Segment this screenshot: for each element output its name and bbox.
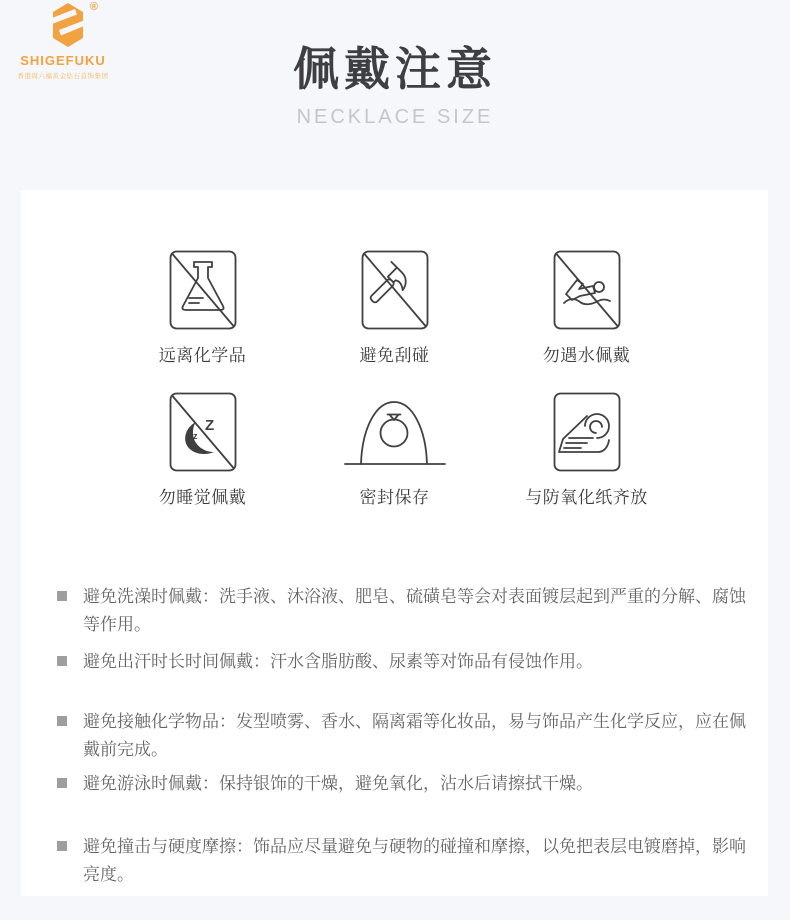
svg-text:z: z (192, 431, 197, 441)
brand-hexagon-icon (52, 1, 98, 47)
anti-oxidation-paper-icon (553, 390, 621, 472)
note-item (57, 770, 751, 798)
care-label: 远离化学品 (158, 346, 247, 365)
no-sleeping-icon (169, 390, 237, 472)
registered-mark: ® (89, 1, 98, 13)
care-label: 避免刮碰 (359, 346, 430, 365)
care-label: 与防氧化纸齐放 (525, 488, 648, 507)
note-text: 避免游泳时佩戴：保持银饰的干燥，避免氧化，沾水后请擦拭干燥。 (83, 774, 593, 793)
note-item (57, 708, 751, 764)
no-swimming-icon (553, 248, 621, 330)
note-text: 避免撞击与硬度摩擦：饰品应尽量避免与硬物的碰撞和摩擦，以免把表层电镀磨掉，影响亮度。 (83, 837, 746, 884)
bullet-square-icon (57, 841, 67, 851)
care-item-paper (491, 390, 683, 508)
bullet-square-icon (57, 778, 67, 788)
content-panel (21, 190, 768, 896)
note-item (57, 833, 751, 889)
sealed-storage-icon (343, 390, 447, 472)
svg-text:Z: Z (204, 417, 214, 434)
care-label: 勿遇水佩戴 (542, 346, 631, 365)
brand-tagline: 香港周六福黄金钻石首饰集团 (17, 73, 109, 80)
care-notes-list (57, 583, 751, 889)
no-hammer-scratch-icon (361, 248, 429, 330)
care-label: 勿睡觉佩戴 (158, 488, 247, 507)
bullet-square-icon (57, 716, 67, 726)
note-text: 避免洗澡时佩戴：洗手液、沐浴液、肥皂、硫磺皂等会对表面镀层起到严重的分解、腐蚀等作用。 (83, 587, 746, 634)
note-item (57, 583, 751, 639)
page-title: 佩戴注意 (293, 43, 497, 95)
care-item-scratch (299, 248, 491, 366)
care-label: 密封保存 (359, 488, 430, 507)
care-item-sealed (299, 390, 491, 508)
no-chemicals-flask-icon (169, 248, 237, 330)
note-text: 避免出汗时长时间佩戴：汗水含脂肪酸、尿素等对饰品有侵蚀作用。 (83, 652, 593, 671)
bullet-square-icon (57, 591, 67, 601)
section-header (0, 43, 790, 129)
bullet-square-icon (57, 656, 67, 666)
note-item (57, 648, 751, 676)
icon-row-2 (21, 390, 768, 508)
icon-row-1 (21, 248, 768, 366)
care-item-chemicals (107, 248, 299, 366)
page-subtitle: NECKLACE SIZE (296, 106, 494, 128)
care-item-water (491, 248, 683, 366)
brand-wordmark: SHIGEFUKU (20, 53, 106, 68)
note-text: 避免接触化学物品：发型喷雾、香水、隔离霜等化妆品，易与饰品产生化学反应，应在佩戴前完成。 (83, 712, 746, 759)
care-item-sleep (107, 390, 299, 508)
